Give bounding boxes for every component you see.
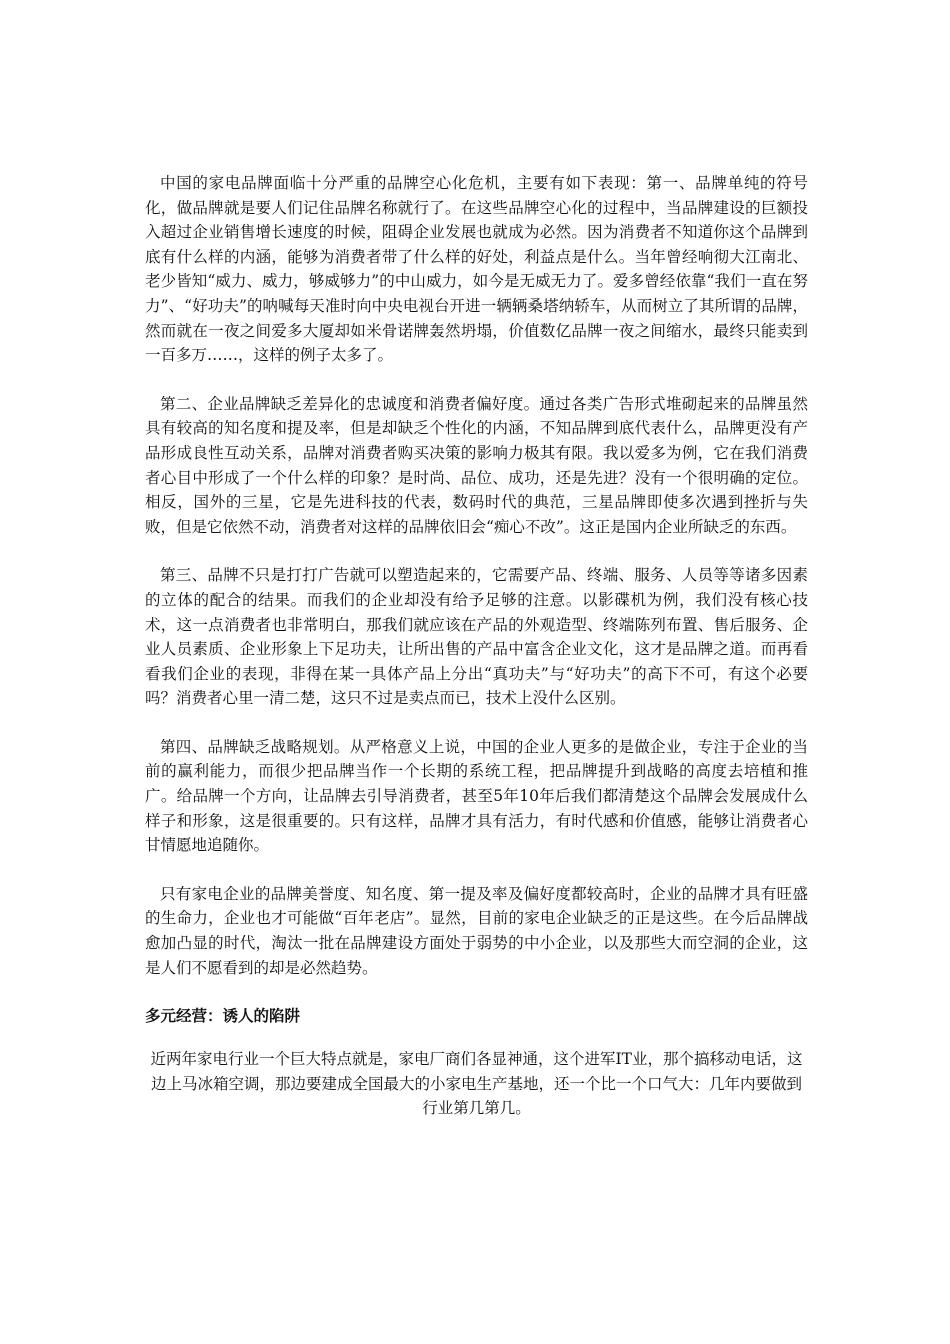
paragraph-diversification: 近两年家电行业一个巨大特点就是，家电厂商们各显神通，这个进军IT业，那个搞移动电话，这边上马冰箱空调，那边要建成全国最大的小家电生产基地，还一个比一个口气大：几年内要做到行业第几第几。 (150, 1050, 803, 1118)
paragraph-third-point: 第三、品牌不只是打打广告就可以塑造起来的，它需要产品、终端、服务、人员等等诸多因素的立体的配合的结果。而我们的企业却没有给予足够的注意。以影碟机为例，我们没有核心技术，这一点消费者也非常明白，那我们就应该在产品的外观造型、终端陈列布置、售后服务、企业人员素质、企业形象上下足功夫，让所出售的产品中富含企业文化，这才是品牌之道。而再看看我们企业的表现，非得在某一具体产品上分出“真功夫”与“好功夫”的高下不可，有这个必要吗？消费者心里一清二楚，这只不过是卖点而已，技术上没什么区别。 (145, 566, 808, 708)
document-body (145, 171, 808, 1121)
paragraph-second-point: 第二、企业品牌缺乏差异化的忠诚度和消费者偏好度。通过各类广告形式堆砌起来的品牌虽然具有较高的知名度和提及率，但是却缺乏个性化的内涵，不知品牌到底代表什么，品牌更没有产品形成良性互动关系，品牌对消费者购买决策的影响力极其有限。我以爱多为例，它在我们消费者心目中形成了一个什么样的印象？是时尚、品位、成功，还是先进？没有一个很明确的定位。相反，国外的三星，它是先进科技的代表，数码时代的典范，三星品牌即使多次遇到挫折与失败，但是它依然不动，消费者对这样的品牌依旧会“痴心不改”。这正是国内企业所缺乏的东西。 (145, 394, 808, 536)
paragraph-fourth-point: 第四、品牌缺乏战略规划。从严格意义上说，中国的企业人更多的是做企业，专注于企业的当前的赢利能力，而很少把品牌当作一个长期的系统工程，把品牌提升到战略的高度去培植和推广。给品牌一个方向，让品牌去引导消费者，甚至5年10年后我们都清楚这个品牌会发展成什么样子和形象，这是很重要的。只有这样，品牌才具有活力，有时代感和价值感，能够让消费者心甘情愿地追随你。 (145, 737, 808, 855)
section-heading: 多元经营：诱人的陷阱 (145, 1007, 301, 1026)
paragraph-conclusion: 只有家电企业的品牌美誉度、知名度、第一提及率及偏好度都较高时，企业的品牌才具有旺盛的生命力，企业也才可能做“百年老店”。显然，目前的家电企业缺乏的正是这些。在今后品牌战愈加凸显的时代，淘汰一批在品牌建设方面处于弱势的中小企业，以及那些大而空洞的企业，这是人们不愿看到的却是必然趋势。 (145, 884, 808, 977)
paragraph-brand-hollowing: 中国的家电品牌面临十分严重的品牌空心化危机，主要有如下表现：第一、品牌单纯的符号化，做品牌就是要人们记住品牌名称就行了。在这些品牌空心化的过程中，当品牌建设的巨额投入超过企业销售增长速度的时候，阻碍企业发展也就成为必然。因为消费者不知道你这个品牌到底有什么样的内涵，能够为消费者带了什么样的好处，利益点是什么。当年曾经响彻大江南北、老少皆知“威力、威力，够威够力”的中山威力，如今是无威无力了。爱多曾经依靠“我们一直在努力”、“好功夫”的呐喊每天准时向中央电视台开进一辆辆桑塔纳轿车，从而树立了其所谓的品牌，然而就在一夜之间爱多大厦却如米骨诺牌轰然坍塌，价值数亿品牌一夜之间缩水，最终只能卖到一百多万……，这样的例子太多了。 (145, 174, 808, 365)
